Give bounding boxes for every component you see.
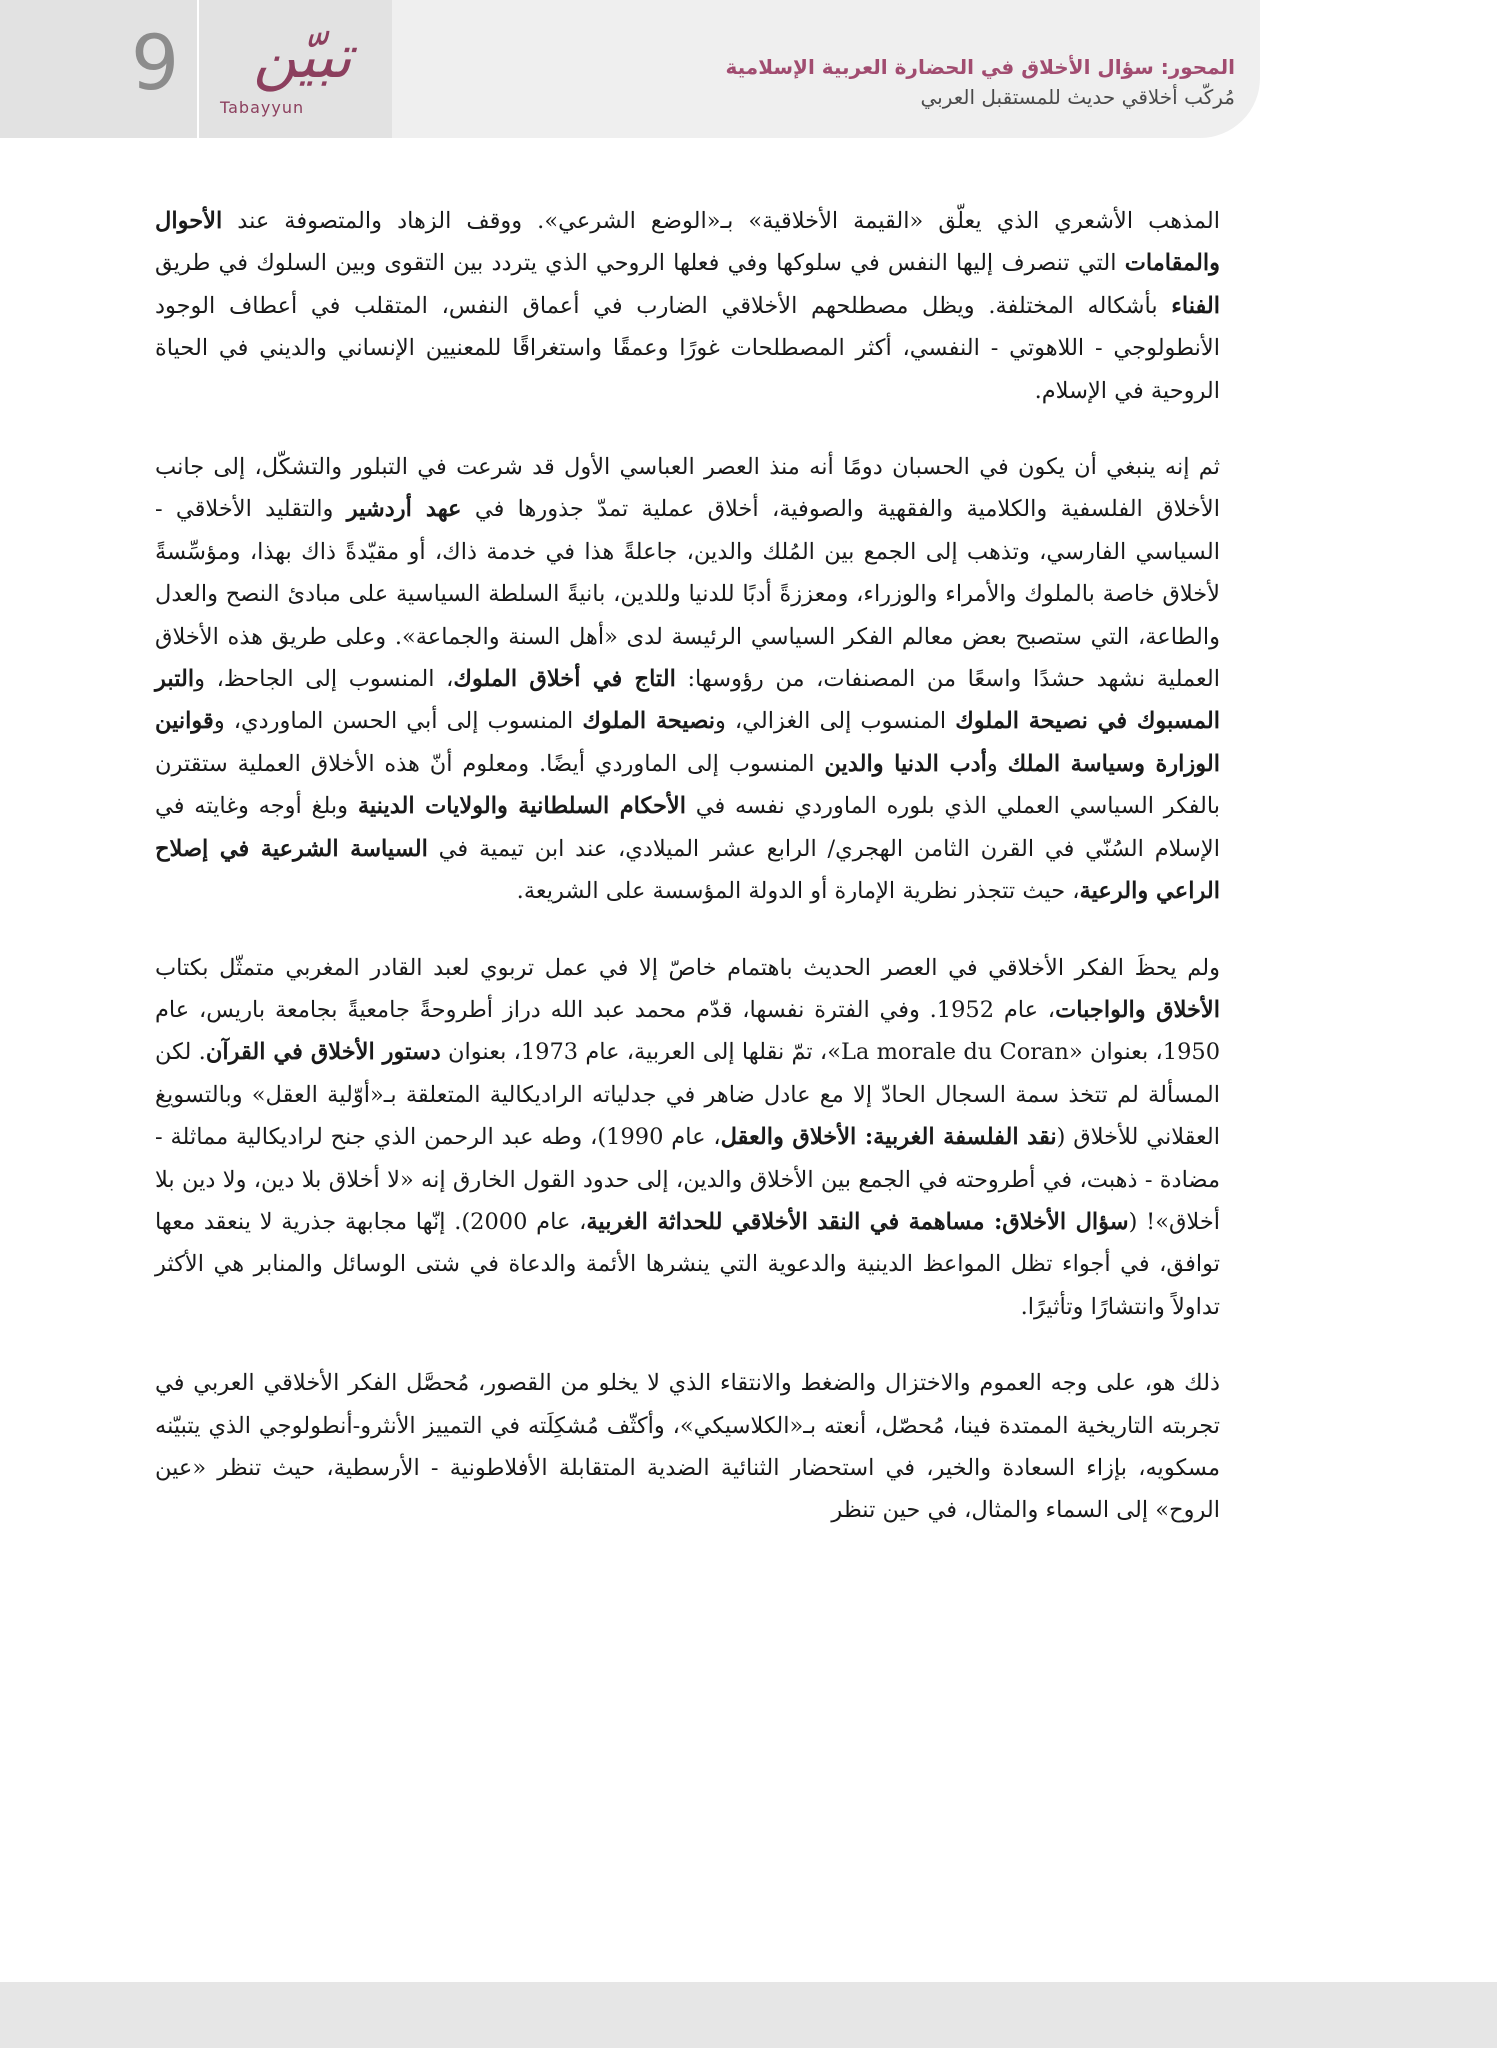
book-title: الأحكام السلطانية والولايات الدينية [357, 793, 686, 820]
bold-term: الأحوال والمقامات [155, 208, 1220, 277]
book-title: أدب الدنيا والدين [824, 750, 987, 777]
article-body [155, 200, 1220, 1566]
book-title: سؤال الأخلاق: مساهمة في النقد الأخلاقي للحداثة الغربية [586, 1208, 1129, 1235]
bold-term: الفناء [1171, 292, 1220, 319]
text-run: ، عام 1952. وفي الفترة نفسها، قدّم محمد عبد الله دراز أطروحةً جامعيةً بجامعة باريس، عام 1950، بعنوان «La morale du Coran»، تمّ نقلها إلى العربية، عام 1973، بعنوان [155, 996, 1221, 1066]
text-run: التي تنصرف إليها النفس في سلوكها وفي فعلها الروحي الذي يتردد بين التقوى وبين السلوك في طريق [155, 250, 1125, 277]
text-run: ، المنسوب إلى الجاحظ، و [194, 666, 454, 693]
book-title: التبر المسبوك في نصيحة الملوك [155, 666, 1220, 735]
text-run: ، عام 1990)، وطه عبد الرحمن الذي جنح لراديكالية مماثلة - مضادة - ذهبت، في أطروحته في الجمع بين الأخلاق والدين، إلى حدود القول الخارق إنه «لا أخلاق بلا دين، ولا دين بلا أخلاق»! ( [155, 1124, 1220, 1235]
text-run: . لكن المسألة لم تتخذ سمة السجال الحادّ إلا مع عادل ضاهر في جدلياته الراديكالية المتعلقة بـ«أوّلية العقل» وبالتسويغ العقلاني للأخلاق ( [155, 1039, 1220, 1151]
header-divider [197, 0, 199, 138]
book-title: السياسة الشرعية في إصلاح الراعي والرعية [155, 835, 1220, 905]
page-number: 9 [130, 18, 180, 107]
text-run: بأشكاله المختلفة. ويظل مصطلحهم الأخلاقي الضارب في أعماق النفس، المتقلب في أعطاف الوجود الأنطولوجي - اللاهوتي - النفسي، أكثر المصطلحات غورًا وعمقًا واستغراقًا للمعنيين الإنساني والديني في الحياة الروحية في الإسلام. [155, 292, 1220, 404]
text-run: و [986, 750, 1008, 777]
text-run: المنسوب إلى أبي الحسن الماوردي، و [213, 708, 583, 735]
text-run: ولم يحظَ الفكر الأخلاقي في العصر الحديث باهتمام خاصّ إلا في عمل تربوي لعبد القادر المغربي متمثّل بكتاب [155, 954, 1220, 981]
book-title: قوانين الوزارة وسياسة الملك [155, 708, 1220, 777]
text-run: المذهب الأشعري الذي يعلّق «القيمة الأخلاقية» بـ«الوضع الشرعي». ووقف الزهاد والمتصوفة عند [222, 208, 1220, 234]
text-run: والتقليد الأخلاقي - السياسي الفارسي، وتذهب إلى الجمع بين المُلك والدين، جاعلةً هذا في خدمة ذاك، أو مقيّدةً ذاك بهذا، ومؤسِّسةً لأخلاق خاصة بالملوك والأمراء والوزراء، ومعززةً أدبًا للدنيا وللدين، بانيةً السلطة السياسية على مبادئ النصح والعدل والطاعة، التي ستصبح بعض معالم الفكر السياسي الرئيسة لدى «أهل السنة والجماعة». وعلى طريق هذه الأخلاق العملية نشهد حشدًا واسعًا من المصنفات، من رؤوسها: [155, 496, 1221, 693]
text-run: وبلغ أوجه وغايته في الإسلام السُنّي في القرن الثامن الهجري/ الرابع عشر الميلادي، عند ابن تيمية في [155, 793, 1220, 862]
page-header [0, 0, 1497, 140]
book-title: نقد الفلسفة الغربية: الأخلاق والعقل [720, 1124, 1057, 1151]
paragraph-1 [155, 200, 1220, 412]
text-run: ، عام 2000). إنّها مجابهة جذرية لا ينعقد معها توافق، في أجواء تظل المواعظ الدينية والدعوية التي ينشرها الأئمة والدعاة في شتى الوسائل والمنابر هي الأكثر تداولاً وانتشارًا وتأثيرًا. [155, 1208, 1220, 1320]
text-run: المنسوب إلى الماوردي أيضًا. ومعلوم أنّ هذه الأخلاق العملية ستقترن بالفكر السياسي العملي الذي بلوره الماوردي نفسه في [155, 750, 1220, 820]
book-title: التاج في أخلاق الملوك [453, 666, 676, 693]
tabayyun-logo [210, 18, 390, 123]
paragraph-3 [155, 947, 1220, 1329]
running-head [535, 52, 1235, 112]
section-title: المحور: سؤال الأخلاق في الحضارة العربية الإسلامية [725, 55, 1235, 79]
footer-band [0, 1982, 1497, 2048]
book-title: دستور الأخلاق في القرآن [205, 1039, 441, 1066]
text-run: ، حيث تتجذر نظرية الإمارة أو الدولة المؤسسة على الشريعة. [516, 878, 1080, 905]
article-title: مُركّب أخلاقي حديث للمستقبل العربي [920, 85, 1235, 109]
paragraph-2 [155, 446, 1220, 912]
book-title: نصيحة الملوك [582, 708, 715, 735]
logo-latin-wordmark: Tabayyun [220, 98, 305, 117]
text-run: ثم إنه ينبغي أن يكون في الحسبان دومًا أنه منذ العصر العباسي الأول قد شرعت في التبلور والتشكّل، إلى جانب الأخلاق الفلسفية والكلامية والفقهية والصوفية، أخلاق عملية تمدّ جذورها في [155, 454, 1221, 523]
bold-term: عهد أردشير [346, 496, 462, 523]
text-run: ذلك هو، على وجه العموم والاختزال والضغط والانتقاء الذي لا يخلو من القصور، مُحصَّل الفكر الأخلاقي العربي في تجربته التاريخية الممتدة فينا، مُحصّل، أنعته بـ«الكلاسيكي»، وأكثّف مُشكِلَته في التمييز الأنثرو-أنطولوجي الذي يتبيّنه مسكويه، بإزاء السعادة والخير، في استحضار الثنائية الضدية المتقابلة الأفلاطونية - الأرسطية، حيث تنظر «عين الروح» إلى السماء والمثال، في حين تنظر [155, 1370, 1220, 1524]
text-run: المنسوب إلى الغزالي، و [714, 708, 956, 735]
logo-arabic-wordmark: تبيّن [253, 22, 352, 92]
paragraph-4 [155, 1362, 1220, 1532]
book-title: الأخلاق والواجبات [1055, 996, 1220, 1023]
